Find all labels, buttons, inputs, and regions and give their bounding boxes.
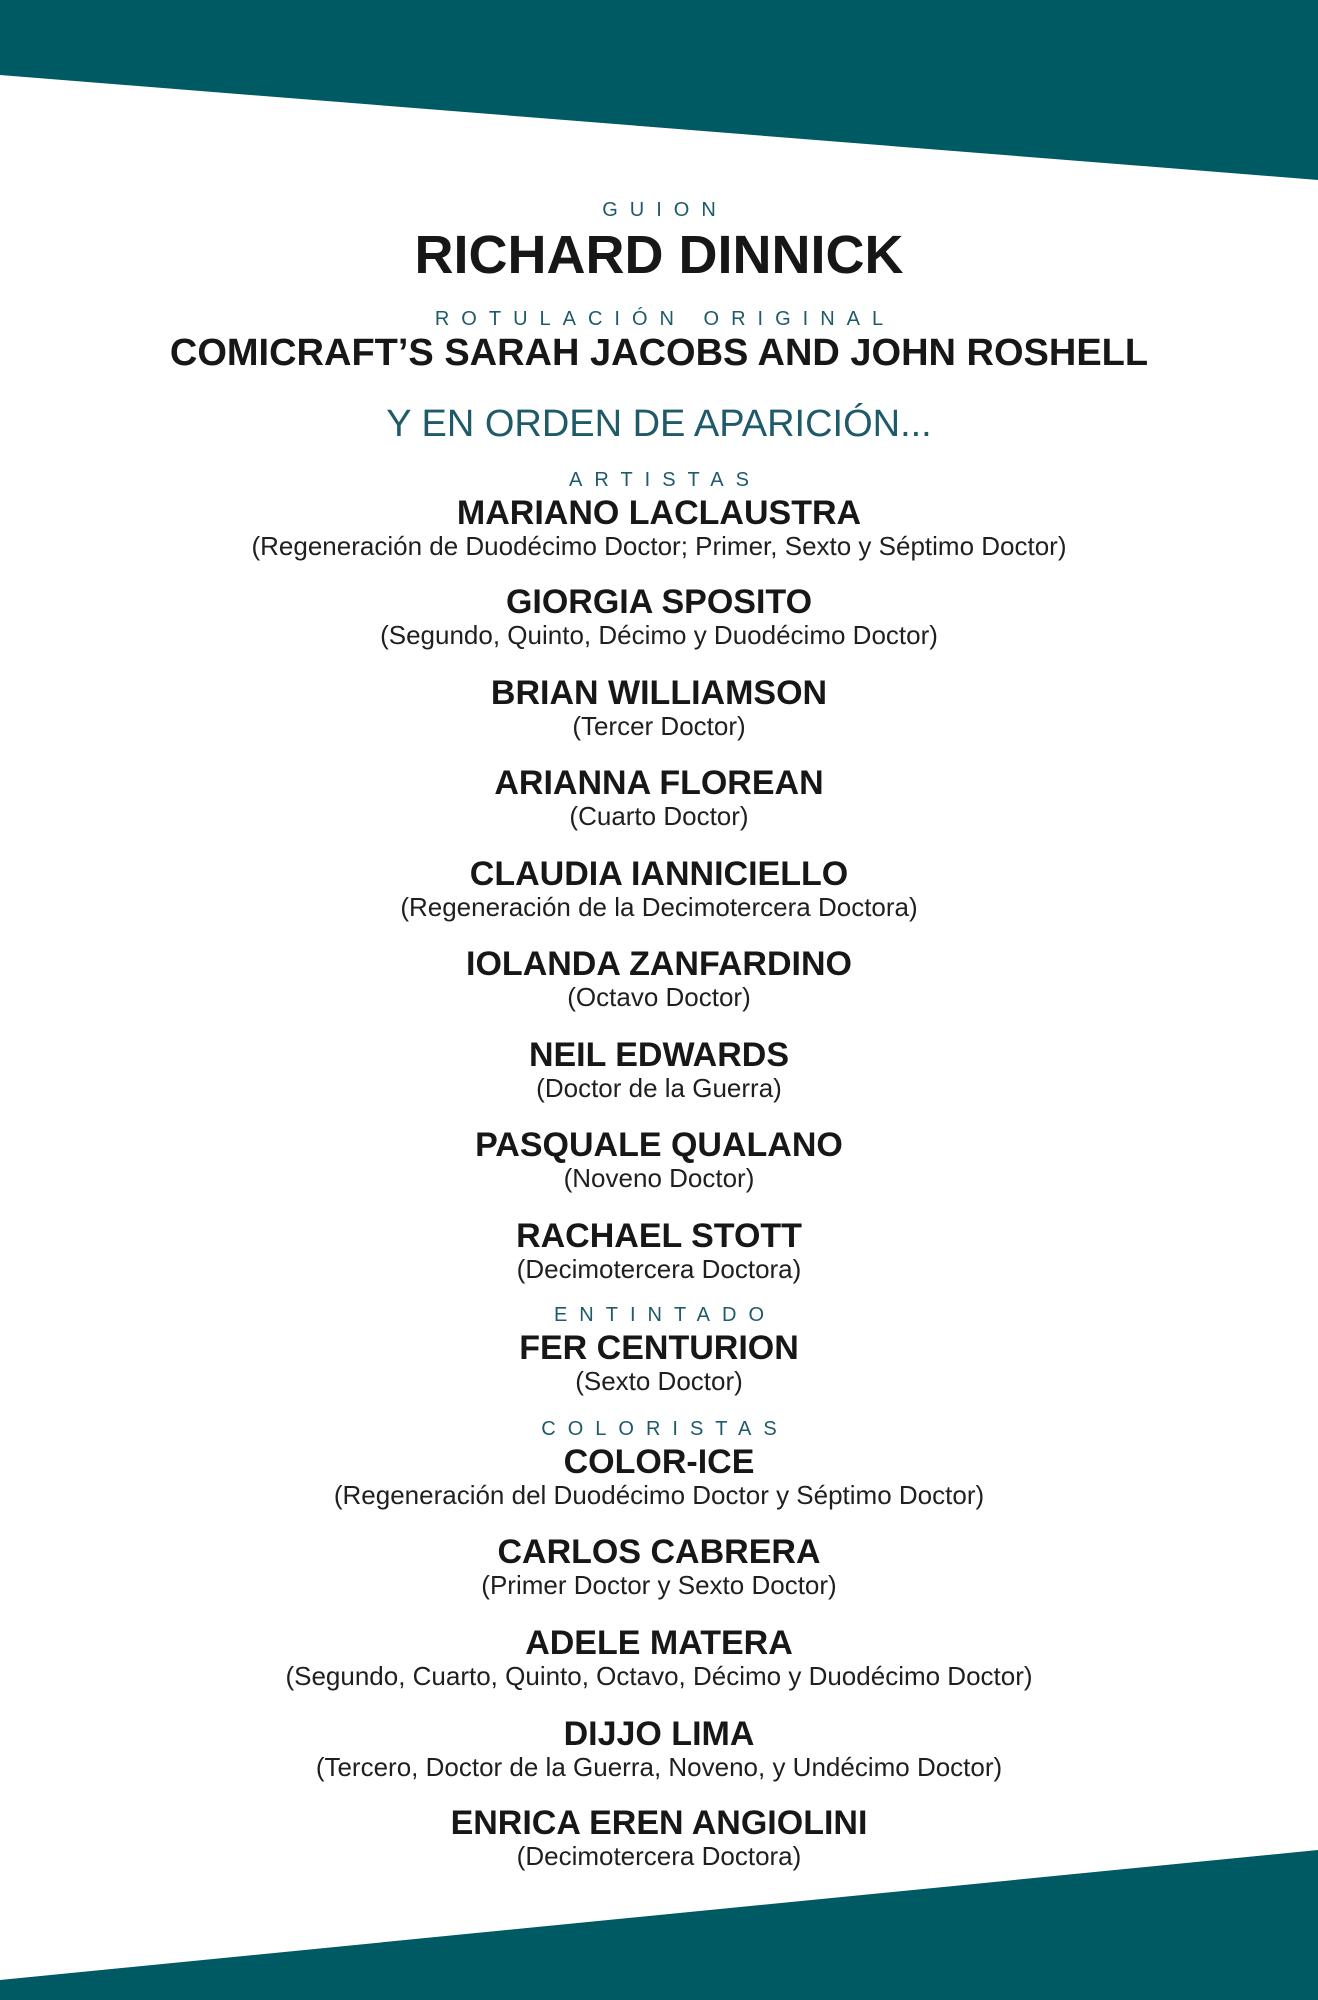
artist-role: (Regeneración de la Decimotercera Doctora) bbox=[400, 892, 918, 922]
appearance-heading: Y EN ORDEN DE APARICIÓN... bbox=[386, 403, 932, 445]
colorist-role: (Tercero, Doctor de la Guerra, Noveno, y Undécimo Doctor) bbox=[315, 1752, 1003, 1782]
inker-name: FER CENTURION bbox=[519, 1329, 799, 1367]
artist-name: IOLANDA ZANFARDINO bbox=[466, 945, 852, 983]
bottom-band-shape bbox=[0, 1850, 1318, 2000]
colorist-role: (Segundo, Cuarto, Quinto, Octavo, Décimo y Duodécimo Doctor) bbox=[285, 1661, 1033, 1691]
artist-name: MARIANO LACLAUSTRA bbox=[456, 494, 862, 532]
colorist-name: ADELE MATERA bbox=[525, 1624, 793, 1662]
guion-name: RICHARD DINNICK bbox=[414, 225, 904, 285]
artist-name: ARIANNA FLOREAN bbox=[494, 764, 824, 802]
artist-role: (Decimotercera Doctora) bbox=[516, 1254, 802, 1284]
artist-name: RACHAEL STOTT bbox=[516, 1217, 802, 1255]
artist-name: PASQUALE QUALANO bbox=[475, 1126, 843, 1164]
artist-role: (Octavo Doctor) bbox=[567, 982, 751, 1012]
coloristas-label: COLORISTAS bbox=[541, 1418, 789, 1440]
top-teal-band bbox=[0, 0, 1318, 180]
artist-name: GIORGIA SPOSITO bbox=[505, 583, 813, 621]
artistas-label: ARTISTAS bbox=[569, 469, 761, 491]
rotulacion-name: COMICRAFT’S SARAH JACOBS AND JOHN ROSHELL bbox=[169, 332, 1149, 374]
colorist-role: (Primer Doctor y Sexto Doctor) bbox=[481, 1570, 837, 1600]
artist-name: BRIAN WILLIAMSON bbox=[490, 674, 828, 712]
artist-role: (Doctor de la Guerra) bbox=[536, 1073, 782, 1103]
artist-name: CLAUDIA IANNICIELLO bbox=[469, 855, 849, 893]
colorist-name: CARLOS CABRERA bbox=[497, 1533, 821, 1571]
colorist-role: (Regeneración del Duodécimo Doctor y Séptimo Doctor) bbox=[333, 1480, 985, 1510]
colorist-name: COLOR-ICE bbox=[563, 1443, 755, 1481]
artist-role: (Regeneración de Duodécimo Doctor; Primer, Sexto y Séptimo Doctor) bbox=[251, 531, 1067, 561]
bottom-teal-band bbox=[0, 1850, 1318, 2000]
artist-role: (Noveno Doctor) bbox=[563, 1163, 755, 1193]
inker-role: (Sexto Doctor) bbox=[575, 1366, 743, 1396]
colorist-role: (Decimotercera Doctora) bbox=[516, 1841, 802, 1871]
top-band-shape bbox=[0, 0, 1318, 180]
artist-role: (Cuarto Doctor) bbox=[569, 801, 749, 831]
artist-name: NEIL EDWARDS bbox=[528, 1036, 790, 1074]
rotulacion-label: ROTULACIÓN ORIGINAL bbox=[434, 308, 896, 330]
guion-label: GUION bbox=[602, 199, 728, 221]
entintado-label: ENTINTADO bbox=[553, 1304, 777, 1326]
artist-role: (Segundo, Quinto, Décimo y Duodécimo Doctor) bbox=[380, 620, 938, 650]
colorist-name: DIJJO LIMA bbox=[563, 1715, 755, 1753]
colorist-name: ENRICA EREN ANGIOLINI bbox=[450, 1804, 868, 1842]
artist-role: (Tercer Doctor) bbox=[572, 711, 746, 741]
